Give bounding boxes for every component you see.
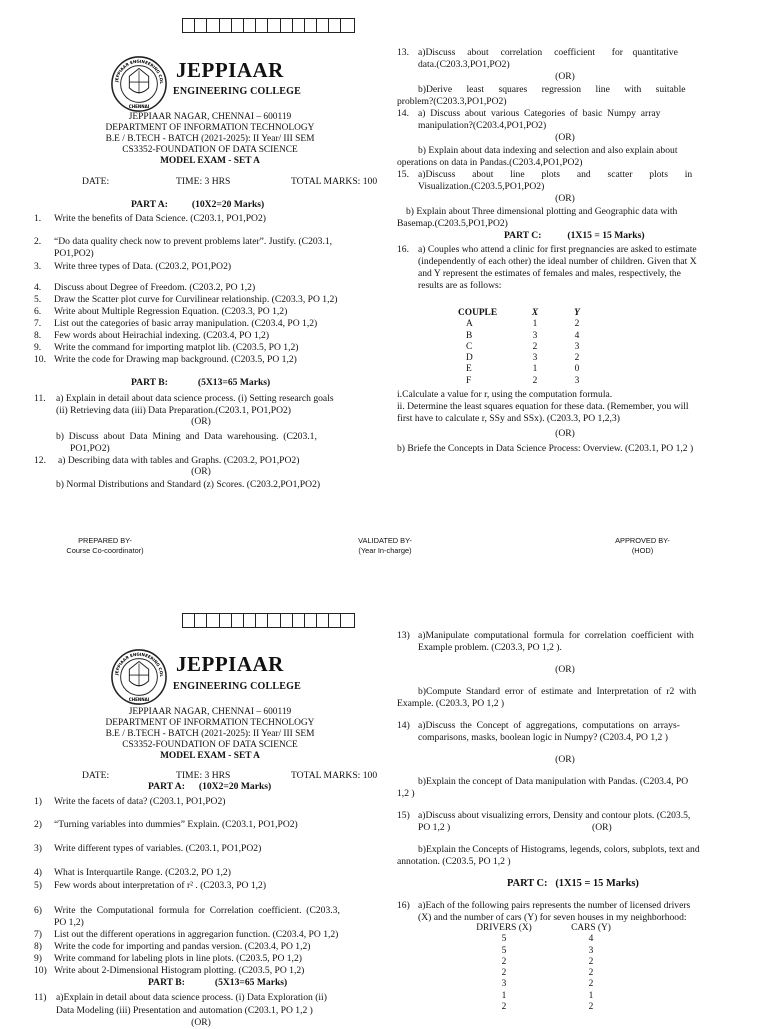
time-label: TIME: 3 HRS: [176, 770, 231, 781]
part-c-heading: PART C: (1X15 = 15 Marks): [507, 878, 639, 889]
p1-q15b-cont: Basemap.(C203.5,PO1,PO2): [397, 218, 508, 229]
p1-question-4: 4. Discuss about Degree of Freedom. (C203.2, PO 1,2): [34, 282, 256, 293]
part-b-label: PART B:: [148, 977, 185, 988]
p1-question-9: 9. Write the command for importing matplot lib. (C203.5, PO 1,2): [34, 342, 299, 353]
prepared-by: [40, 536, 170, 556]
p2-q16-line1: a)Each of the following pairs represents the number of licensed drivers: [418, 900, 691, 911]
department: DEPARTMENT OF INFORMATION TECHNOLOGY: [105, 122, 315, 133]
p2-question-1: 1) Write the facets of data? (C203.1, PO1,PO2): [34, 796, 226, 807]
p2-q11-or: (OR): [191, 1017, 211, 1028]
exam-title: MODEL EXAM - SET A: [160, 750, 260, 761]
table-row: 2 2: [501, 1001, 594, 1012]
approved-by: [585, 536, 700, 556]
p1-q12-number: 12.: [34, 455, 46, 466]
p2-q11-number: 11): [34, 992, 47, 1003]
course-title: CS3352-FOUNDATION OF DATA SCIENCE: [122, 739, 298, 750]
part-b-heading: [131, 377, 270, 389]
logo-text-top: JEPPIAAR ENGINEERING COL: [113, 651, 165, 678]
table-row: 5 4: [501, 934, 594, 945]
p2-q16-number: 16): [397, 900, 410, 911]
exam-header: [60, 707, 360, 762]
p1-question-2: 2. “Do data quality check now to prevent problems later”. Justify. (C203.1,: [34, 236, 333, 247]
table-row: 1 1: [501, 990, 594, 1001]
p2-question-7: 7) List out the different operations in aggregarion function. (C203.4, PO 1,2): [34, 929, 339, 940]
address: JEPPIAAR NAGAR, CHENNAI – 600119: [128, 112, 292, 122]
date-label: DATE:: [82, 770, 110, 781]
register-number-boxes: [182, 18, 355, 33]
p1-question-5: 5. Draw the Scatter plot curve for Curvilinear relationship. (C203.3, PO 1,2): [34, 294, 338, 305]
part-a-heading: [148, 781, 271, 793]
prepared-by-label: PREPARED BY-: [78, 536, 132, 545]
p2-q13b: b)Compute Standard error of estimate and Interpretation of r2 with: [418, 686, 697, 697]
p1-q11-number: 11.: [34, 393, 46, 404]
part-c-label: PART C:: [504, 230, 542, 241]
validated-by: [320, 536, 450, 556]
p2-question-4: 4) What is Interquartile Range. (C203.2, PO 1,2): [34, 867, 231, 878]
part-c-heading: [504, 230, 645, 242]
p1-q11a: a) Explain in detail about data science process. (i) Setting research goals: [56, 393, 334, 404]
table-header-row: [458, 923, 632, 934]
p2-question-6: 6) Write the Computational formula for Correlation coefficient. (C203.3,: [34, 905, 340, 916]
p1-q16-line1: a) Couples who attend a clinic for first pregnancies are asked to estimate: [418, 244, 697, 255]
approved-by-label: APPROVED BY-: [615, 536, 670, 545]
part-c-marks: (1X15 = 15 Marks): [567, 230, 645, 241]
part-b-label: PART B:: [131, 377, 168, 388]
p2-q13a-cont: Example problem. (C203.3, PO 1,2 ).: [418, 642, 562, 653]
p1-q13-number: 13.: [397, 47, 409, 58]
approved-by-role: (HOD): [631, 545, 654, 555]
date-label: DATE:: [82, 176, 110, 187]
p1-q12b: b) Normal Distributions and Standard (z) Scores. (C203.2,PO1,PO2): [56, 479, 321, 490]
college-name: JEPPIAAR: [176, 58, 284, 82]
p1-q11b: b) Discuss about Data Mining and Data warehousing. (C203.1,: [56, 431, 317, 442]
validated-by-role: (Year In-charge): [358, 545, 412, 555]
p1-q15-number: 15.: [397, 169, 409, 180]
logo-text-top: JEPPIAAR ENGINEERING COL: [113, 58, 165, 85]
register-number-boxes-2: [182, 613, 355, 628]
p1-q15a: a)Discuss about line plots and scatter plots in: [418, 169, 693, 180]
table-header-drivers: DRIVERS (X): [476, 923, 532, 933]
p2-q15-number: 15): [397, 810, 410, 821]
p1-question-10: 10. Write the code for Drawing map background. (C203.5, PO 1,2): [34, 354, 297, 365]
p2-question-3: 3) Write different types of variables. (C203.1, PO1,PO2): [34, 843, 262, 854]
part-b-marks: (5X13=65 Marks): [197, 377, 271, 388]
batch: B.E / B.TECH - BATCH (2021-2025): II Year/ III SEM: [105, 133, 315, 144]
p1-q14-number: 14.: [397, 108, 409, 119]
prepared-by-role: Course Co-coordinator): [66, 545, 144, 555]
batch: B.E / B.TECH - BATCH (2021-2025): II Year/ III SEM: [105, 728, 315, 739]
table-row: D 3 2: [466, 353, 580, 364]
p1-q13-or: (OR): [555, 71, 575, 82]
part-a-label: PART A:: [148, 781, 185, 792]
p1-q12-or: (OR): [191, 466, 211, 477]
p1-question-8: 8. Few words about Heirachial indexing. (C203.4, PO 1,2): [34, 330, 270, 341]
table-row: F 2 3: [466, 375, 580, 386]
table-row: E 1 0: [466, 364, 580, 375]
p2-q11a-cont: Data Modeling (iii) Presentation and automation (C203.1, PO 1,2 ): [56, 1005, 313, 1016]
part-b-marks: (5X13=65 Marks): [214, 977, 288, 988]
exam-title: MODEL EXAM - SET A: [160, 155, 260, 166]
p2-q14-or: (OR): [555, 754, 575, 765]
p1-q16b: b) Briefe the Concepts in Data Science Process: Overview. (C203.1, PO 1,2 ): [397, 443, 694, 454]
p1-q13a-cont: data.(C203.3,PO1,PO2): [418, 59, 510, 70]
p1-q16-line2: (independently of each other) the ideal number of children. Given that X: [418, 256, 697, 267]
college-seal-icon: [110, 55, 168, 113]
table-row: 3 2: [501, 979, 594, 990]
p2-q14b: b)Explain the concept of Data manipulation with Pandas. (C203.4, PO: [418, 776, 689, 787]
p1-question-7: 7. List out the categories of basic array manipulation. (C203.4, PO 1,2): [34, 318, 318, 329]
p1-q11-or: (OR): [191, 416, 211, 427]
p1-question-6: 6. Write about Multiple Regression Equation. (C203.3, PO 1,2): [34, 306, 288, 317]
p2-q13b-cont: Example. (C203.3, PO 1,2 ): [397, 698, 505, 709]
drivers-cars-table: [458, 923, 632, 1013]
p1-q16-or: (OR): [555, 428, 575, 439]
table-row: A 1 2: [466, 319, 580, 330]
table-row: 2 2: [501, 968, 594, 979]
p1-q13a: a)Discuss about correlation coefficient for quantitative: [418, 47, 678, 58]
p1-q14a-cont: manipulation?(C203.4,PO1,PO2): [418, 120, 547, 131]
p2-q14-number: 14): [397, 720, 410, 731]
table-row: C 2 3: [466, 341, 580, 352]
logo-text-bottom: CHENNAI: [128, 697, 150, 703]
p1-q15-or: (OR): [555, 193, 575, 204]
p1-q16-line3: and Y represent the estimates of females and males, respectively, the: [418, 268, 681, 279]
logo-text-bottom: CHENNAI: [128, 104, 150, 110]
p2-q11a: a)Explain in detail about data science process. (i) Data Exploration (ii): [56, 992, 327, 1003]
p2-question-9: 9) Write command for labeling plots in line plots. (C203.5, PO 1,2): [34, 953, 302, 964]
couples-table: [458, 308, 598, 387]
p2-q15b-cont: annotation. (C203.5, PO 1,2 ): [397, 856, 511, 867]
table-row: 5 3: [501, 945, 594, 956]
college-subtitle: ENGINEERING COLLEGE: [173, 86, 301, 97]
p2-q15a: a)Discuss about visualizing errors, Density and contour plots. (C203.5,: [418, 810, 691, 821]
p2-q14a: a)Discuss the Concept of aggregations, computations on arrays-: [418, 720, 680, 731]
p1-q12a: a) Describing data with tables and Graphs. (C203.2, PO1,PO2): [58, 455, 300, 466]
p2-q14a-cont: comparisons, masks, boolean logic in Numpy? (C203.4, PO 1,2 ): [418, 732, 668, 743]
total-marks-label: TOTAL MARKS: 100: [291, 176, 378, 187]
part-a-label: PART A:: [131, 199, 168, 210]
p2-q13a: a)Manipulate computational formula for correlation coefficient with: [418, 630, 694, 641]
college-seal-icon: [110, 648, 168, 706]
p1-q11b-cont: PO1,PO2): [70, 443, 110, 454]
college-subtitle: ENGINEERING COLLEGE: [173, 681, 301, 692]
address: JEPPIAAR NAGAR, CHENNAI – 600119: [128, 707, 292, 717]
p2-question-10: 10) Write about 2-Dimensional Histogram plotting. (C203.5, PO 1,2): [34, 965, 305, 976]
p1-q14-or: (OR): [555, 132, 575, 143]
part-a-marks: (10X2=20 Marks): [191, 199, 265, 210]
p1-q13b-cont: problem?(C203.3,PO1,PO2): [397, 96, 507, 107]
p2-question-6-cont: PO 1,2): [54, 917, 84, 928]
part-a-marks: (10X2=20 Marks): [198, 781, 272, 792]
p1-q15a-cont: Visualization.(C203.5,PO1,PO2): [418, 181, 545, 192]
table-header-x: X: [531, 308, 539, 318]
part-b-heading: [148, 977, 287, 989]
table-header-row: [458, 308, 598, 319]
p1-q16-line4: results are as follows:: [418, 280, 502, 291]
p1-q15b: b) Explain about Three dimensional plotting and Geographic data with: [406, 206, 678, 217]
p1-q16-number: 16.: [397, 244, 409, 255]
p1-q16-ii-cont: first have to calculate r, SSy and SSx). (C203.3, PO 1,2,3): [397, 413, 620, 424]
p1-q14b-cont: operations on data in Pandas.(C203.4,PO1,PO2): [397, 157, 583, 168]
p2-q15-or: (OR): [592, 822, 612, 833]
total-marks-label: TOTAL MARKS: 100: [291, 770, 378, 781]
college-name: JEPPIAAR: [176, 652, 284, 676]
p1-q13b: b)Derive least squares regression line with suitable: [418, 84, 686, 95]
exam-header: [60, 112, 360, 167]
p2-q16-line2: (X) and the number of cars (Y) for seven houses in my neighborhood:: [418, 912, 687, 923]
table-header-couple: COUPLE: [458, 308, 498, 318]
p1-q16-i: i.Calculate a value for r, using the computation formula.: [397, 389, 613, 400]
time-label: TIME: 3 HRS: [176, 176, 231, 187]
table-header-y: Y: [574, 308, 580, 318]
p2-q14b-cont: 1,2 ): [397, 788, 415, 799]
p1-q14a: a) Discuss about various Categories of basic Numpy array: [418, 108, 661, 119]
p2-q15a-cont: PO 1,2 ): [418, 822, 451, 833]
p2-q13-or: (OR): [555, 664, 575, 675]
p2-question-2: 2) “Turning variables into dummies” Explain. (C203.1, PO1,PO2): [34, 819, 298, 830]
p2-question-5: 5) Few words about interpretation of r² . (C203.3, PO 1,2): [34, 880, 267, 891]
validated-by-label: VALIDATED BY-: [358, 536, 412, 545]
p2-q13-number: 13): [397, 630, 410, 641]
p1-question-2-cont: PO1,PO2): [54, 248, 94, 259]
table-row: B 3 4: [466, 330, 580, 341]
course-title: CS3352-FOUNDATION OF DATA SCIENCE: [122, 144, 298, 155]
p2-question-8: 8) Write the code for importing and pandas version. (C203.4, PO 1,2): [34, 941, 311, 952]
table-row: 2 2: [501, 956, 594, 967]
p1-q16-ii: ii. Determine the least squares equation for these data. (Remember, you will: [397, 401, 689, 412]
p1-q11a-cont: (ii) Retrieving data (iii) Data Preparation.(C203.1, PO1,PO2): [56, 405, 291, 416]
p2-q15b: b)Explain the Concepts of Histograms, legends, colors, subplots, text and: [418, 844, 700, 855]
p1-question-1: 1. Write the benefits of Data Science. (C203.1, PO1,PO2): [34, 213, 266, 224]
table-header-cars: CARS (Y): [571, 923, 611, 933]
p1-question-3: 3. Write three types of Data. (C203.2, PO1,PO2): [34, 261, 232, 272]
part-a-heading: [131, 199, 264, 211]
p1-q14b: b) Explain about data indexing and selection and also explain about: [418, 145, 678, 156]
department: DEPARTMENT OF INFORMATION TECHNOLOGY: [105, 717, 315, 728]
